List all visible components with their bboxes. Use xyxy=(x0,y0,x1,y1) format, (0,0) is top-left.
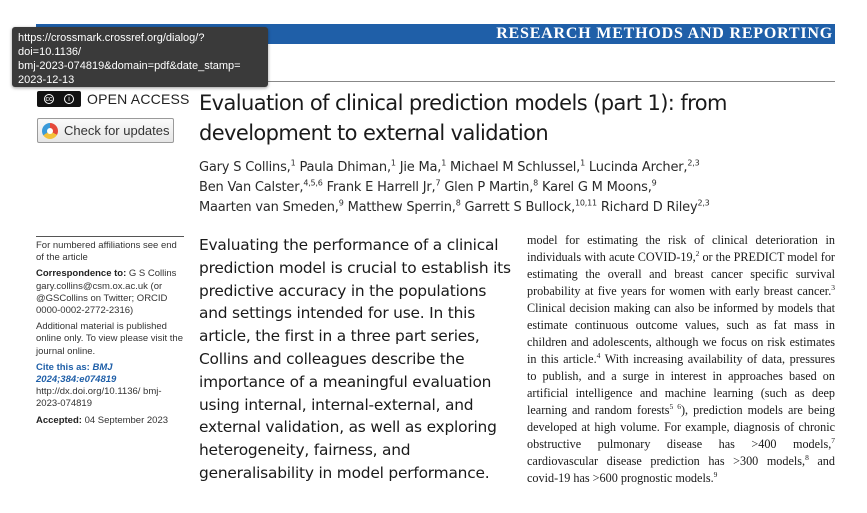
affiliation-marker: 1 xyxy=(390,158,396,168)
accepted-value: 04 September 2023 xyxy=(84,414,169,426)
article-title: Evaluation of clinical prediction models (part 1): from development to external validation xyxy=(199,91,727,145)
affiliations-note: For numbered affiliations see end of the article xyxy=(36,240,177,264)
author-name: Gary S Collins, xyxy=(199,160,291,175)
affiliation-marker: 7 xyxy=(435,178,441,188)
crossmark-link-tooltip: https://crossmark.crossref.org/dialog/? doi=10.1136/ bmj-2023-074819&domain=pdf&date_stamp= 2023-12-13 xyxy=(12,27,268,87)
author-name: Paula Dhiman, xyxy=(299,160,391,175)
author-name: Maarten van Smeden, xyxy=(199,200,339,215)
affiliation-marker: 4,5,6 xyxy=(303,178,323,188)
author-name: Karel G M Moons, xyxy=(541,180,652,195)
correspondence-text[interactable]: G S Collins gary.collins@csm.ox.ac.uk (or @GSCollins on Twitter; ORCID 0000-0002-2772-2316) xyxy=(36,268,177,317)
affiliation-marker: 2,3 xyxy=(697,198,710,208)
affiliation-marker: 8 xyxy=(533,178,539,188)
body-text: model for estimating the risk of clinical deterioration in individuals with acute COVID-19, xyxy=(527,233,835,264)
author xyxy=(348,200,461,215)
sidebar-divider xyxy=(36,236,184,237)
author-name: Jie Ma, xyxy=(399,160,442,175)
author-name: Glen P Martin, xyxy=(444,180,534,195)
affiliation-marker: 1 xyxy=(290,158,296,168)
section-title: RESEARCH METHODS AND REPORTING xyxy=(496,25,833,42)
affiliation-marker: 2,3 xyxy=(687,158,700,168)
author-list xyxy=(199,158,839,218)
cite-reference: BMJ 2024;384:e074819 xyxy=(36,361,117,386)
body-column xyxy=(527,232,835,487)
affiliation-marker: 9 xyxy=(338,198,344,208)
affiliation-marker: 10,11 xyxy=(575,198,597,208)
author xyxy=(542,180,657,195)
author xyxy=(589,160,700,175)
author-name: Matthew Sperrin, xyxy=(347,200,456,215)
body-text: With increasing availability of data, pressures to publish, and a surge in interest in approaches based on artificial intelligence and machine learning (such as deep learning and random forests xyxy=(527,352,835,417)
author xyxy=(400,160,446,175)
body-text: cardiovascular disease prediction has >300 models, xyxy=(527,454,806,468)
reference-marker[interactable]: 8 xyxy=(805,452,809,462)
author-name: Richard D Riley xyxy=(600,200,698,215)
reference-marker[interactable]: 3 xyxy=(831,282,835,292)
author xyxy=(199,180,323,195)
author xyxy=(199,160,296,175)
author-name: Garrett S Bullock, xyxy=(464,200,575,215)
check-for-updates-label: Check for updates xyxy=(64,123,170,138)
citation xyxy=(36,362,184,411)
author xyxy=(601,200,710,215)
reference-marker[interactable]: 2 xyxy=(695,248,700,258)
body-text: and covid-19 has >600 prognostic models. xyxy=(527,454,835,485)
divider xyxy=(198,81,835,82)
author xyxy=(299,160,395,175)
open-access-badge[interactable] xyxy=(37,91,190,107)
additional-material-note: Additional material is published online only. To view please visit the journal online. xyxy=(36,321,183,357)
open-access-label: OPEN ACCESS xyxy=(87,91,190,107)
crossmark-icon xyxy=(42,123,58,139)
doi-link[interactable]: http://dx.doi.org/10.1136/ bmj-2023-074819 xyxy=(36,386,162,410)
affiliation-marker: 1 xyxy=(441,158,447,168)
author-name: Michael M Schlussel, xyxy=(450,160,581,175)
body-text: ), prediction models are being developed at high volume. For example, diagnosis of chronic obstructive pulmonary disease has >400 models, xyxy=(527,403,835,451)
reference-marker[interactable]: 5 6 xyxy=(669,401,681,411)
body-text: Clinical decision making can also be informed by models that estimate continuous outcome values, such as fat mass in children and adolescents, although we focus on risk estimates in this article. xyxy=(527,301,835,366)
cc-by-icon: cc i xyxy=(37,91,81,107)
correspondence-label: Correspondence to: xyxy=(36,268,127,280)
author xyxy=(465,200,597,215)
check-for-updates-button[interactable] xyxy=(37,118,174,143)
cite-label: Cite this as: xyxy=(36,361,90,373)
body-text: or the PREDICT model for estimating the overall and breast cancer specific survival probability at five years for women with early breast cancer. xyxy=(527,250,835,298)
author-name: Lucinda Archer, xyxy=(588,160,688,175)
article-info-sidebar xyxy=(36,236,184,431)
correspondence xyxy=(36,268,184,317)
author-name: Ben Van Calster, xyxy=(199,180,304,195)
accepted-label: Accepted: xyxy=(36,414,82,426)
reference-marker[interactable]: 9 xyxy=(713,469,718,479)
affiliation-marker: 9 xyxy=(651,178,657,188)
reference-marker[interactable]: 7 xyxy=(831,435,835,445)
author xyxy=(450,160,585,175)
reference-marker[interactable]: 4 xyxy=(596,350,601,360)
affiliation-marker: 8 xyxy=(455,198,461,208)
affiliation-marker: 1 xyxy=(580,158,585,168)
standfirst-abstract: Evaluating the performance of a clinical prediction model is crucial to establish its predictive accuracy in the populations and settings intended for use. In this article, the first in a three part series, Collins and colleagues describe the importance of a meaningful evaluation using internal, internal-external, and external validation, as well as exploring heterogeneity, fairness, and generalisability in model performance. xyxy=(199,236,511,482)
author xyxy=(327,180,441,195)
author-name: Frank E Harrell Jr, xyxy=(326,180,436,195)
author xyxy=(444,180,538,195)
author xyxy=(199,200,344,215)
accepted-date xyxy=(36,415,184,427)
